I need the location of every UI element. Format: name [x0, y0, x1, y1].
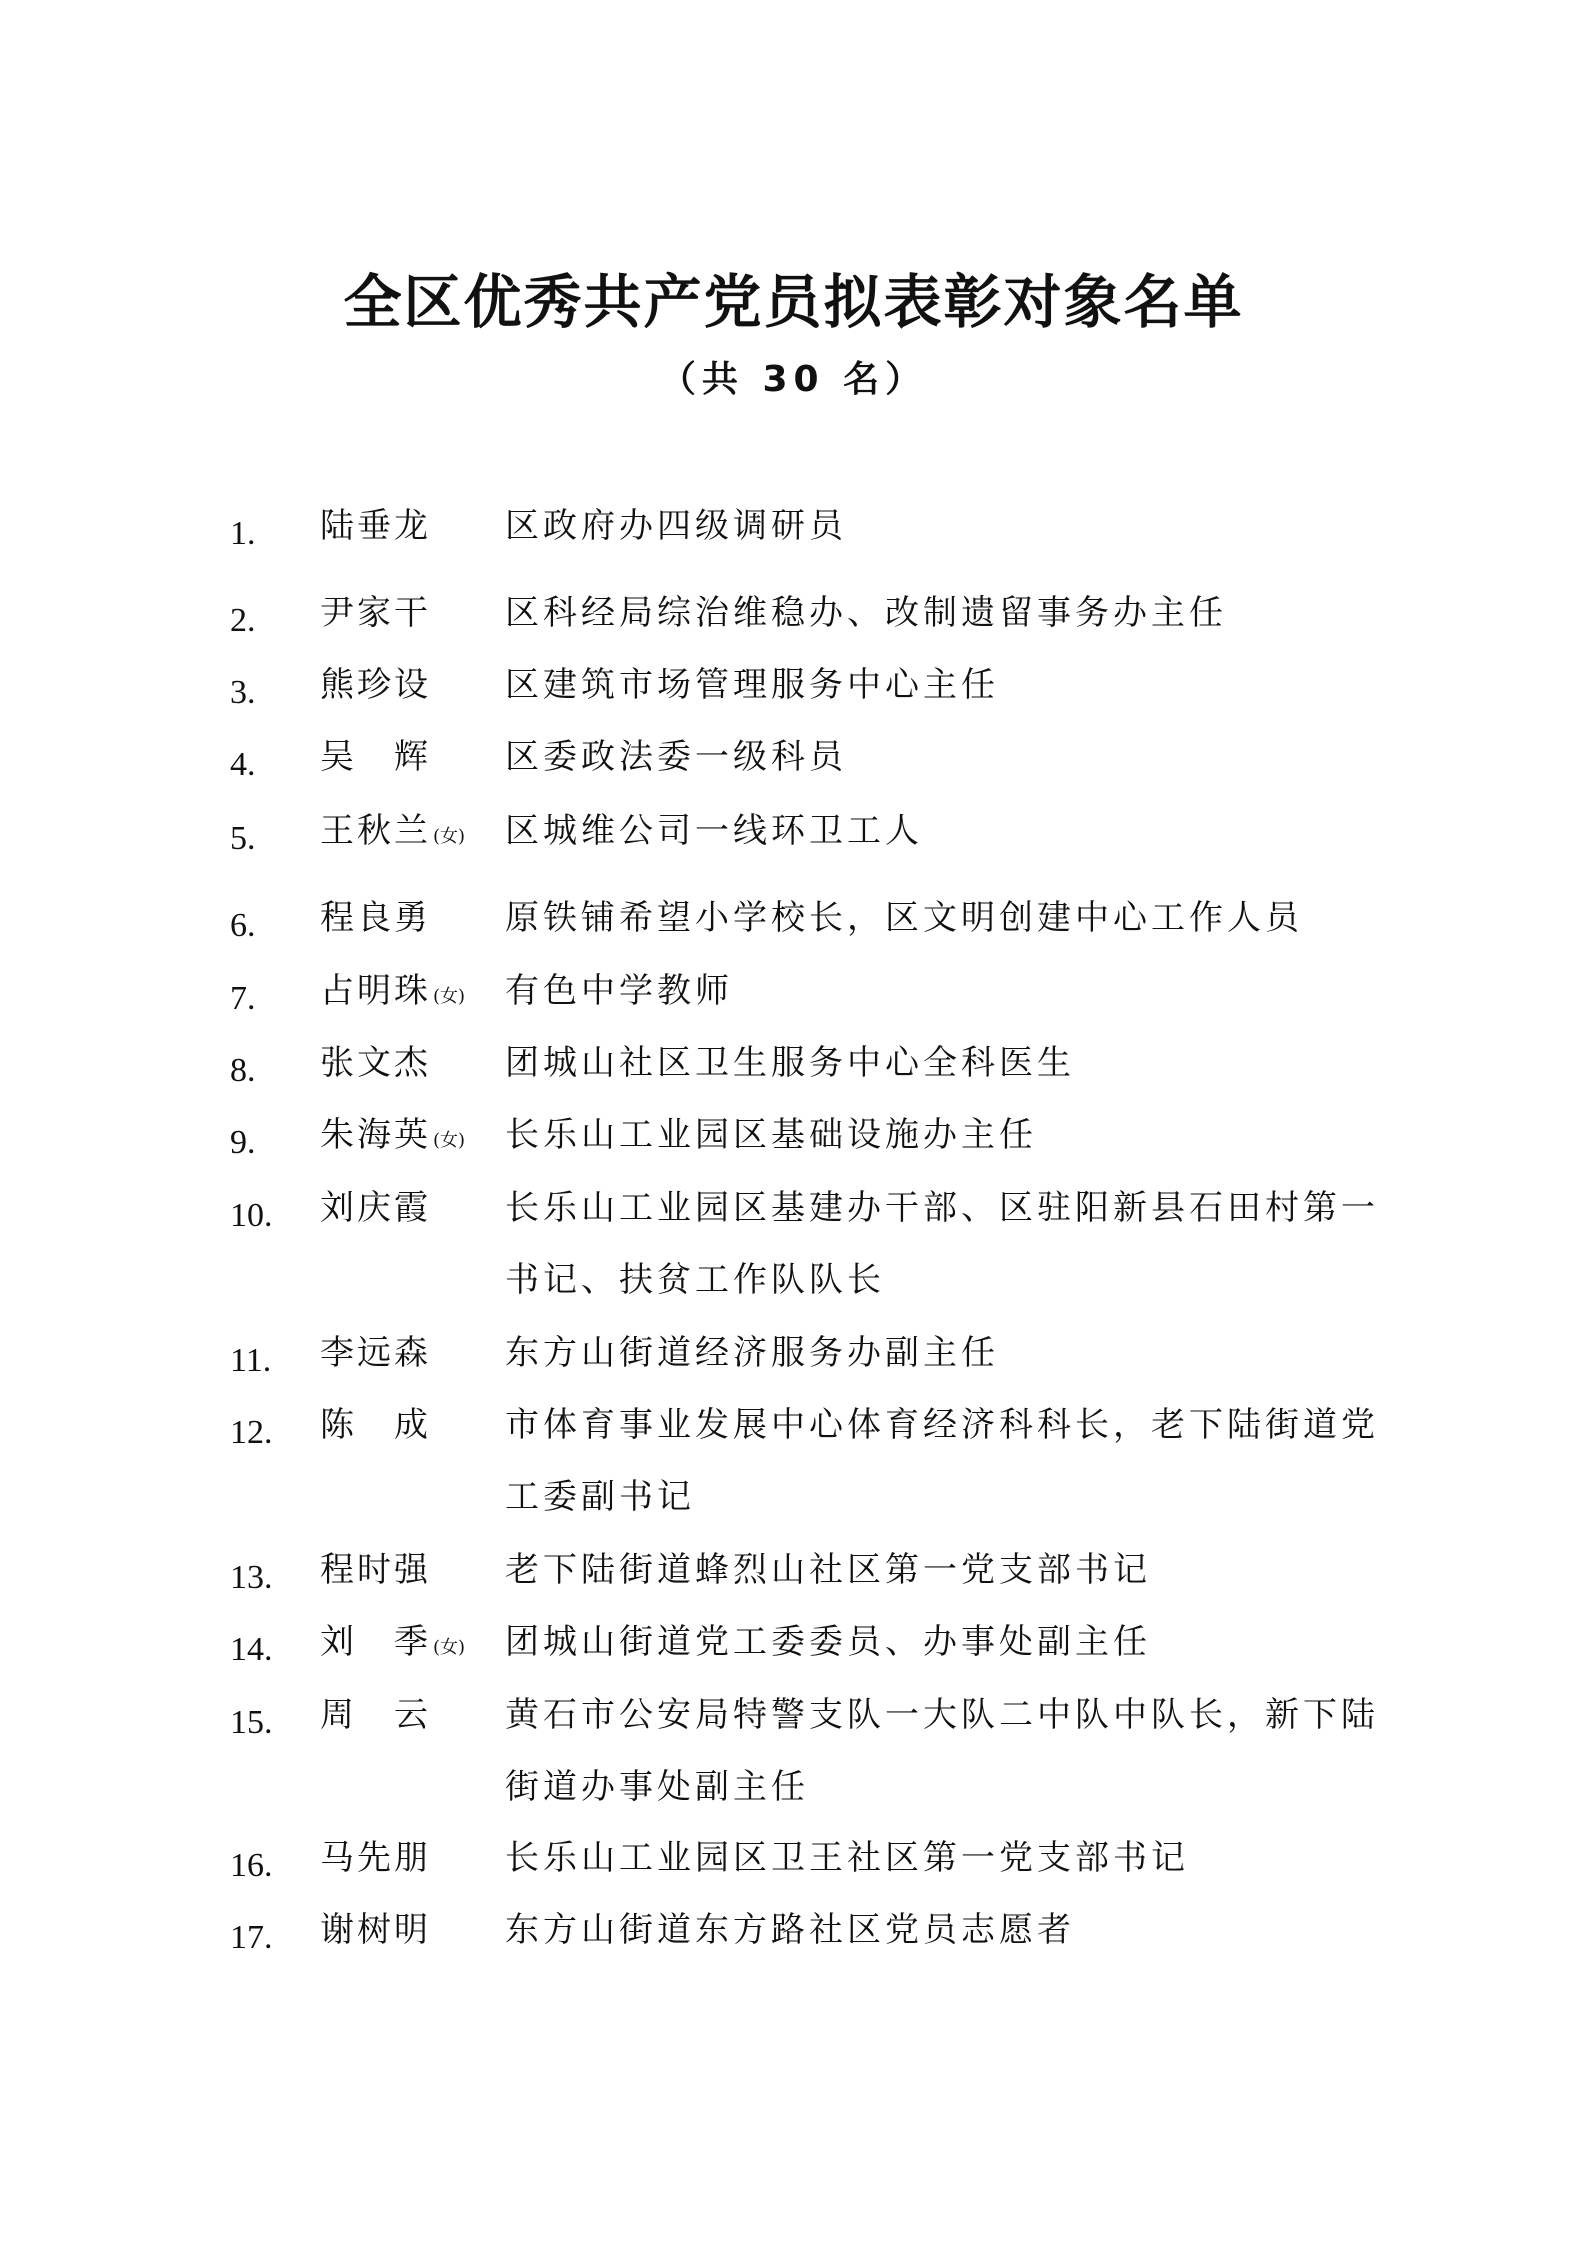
gender-note: (女) [433, 1637, 466, 1658]
item-name: 程良勇 [320, 898, 431, 938]
item-description: 团城山社区卫生服务中心全科医生 [505, 1043, 1075, 1083]
item-description: 老下陆街道蜂烈山社区第一党支部书记 [505, 1550, 1151, 1590]
item-name: 周 云 [320, 1695, 431, 1735]
item-name: 刘 季 (女) [320, 1622, 466, 1662]
item-number: 10. [230, 1197, 273, 1234]
item-description: 区科经局综治维稳办、改制遗留事务办主任 [505, 593, 1227, 633]
item-name: 张文杰 [320, 1043, 431, 1083]
item-description: 区委政法委一级科员 [505, 737, 847, 777]
item-number: 2. [230, 602, 256, 639]
item-number: 12. [230, 1414, 273, 1451]
item-number: 5. [230, 820, 256, 857]
item-number: 4. [230, 746, 256, 783]
item-name: 熊珍设 [320, 665, 431, 705]
item-description: 有色中学教师 [505, 971, 733, 1011]
item-number: 6. [230, 907, 256, 944]
item-name: 陆垂龙 [320, 506, 431, 546]
document-subtitle: （共 30 名） [659, 359, 928, 400]
item-description: 黄石市公安局特警支队一大队二中队中队长，新下陆街道办事处副主任 [505, 1695, 1379, 1807]
item-number: 3. [230, 674, 256, 711]
item-name: 马先朋 [320, 1838, 431, 1878]
item-description: 区政府办四级调研员 [505, 506, 847, 546]
item-description: 原铁铺希望小学校长，区文明创建中心工作人员 [505, 898, 1303, 938]
item-name: 吴 辉 [320, 737, 431, 777]
item-name: 陈 成 [320, 1405, 431, 1445]
item-number: 7. [230, 980, 256, 1017]
item-name: 尹家干 [320, 593, 431, 633]
item-number: 15. [230, 1704, 273, 1741]
item-number: 13. [230, 1559, 273, 1596]
document-title: 全区优秀共产党员拟表彰对象名单 [343, 268, 1244, 336]
item-description: 团城山街道党工委委员、办事处副主任 [505, 1622, 1151, 1662]
gender-note: (女) [433, 986, 466, 1007]
item-description: 区建筑市场管理服务中心主任 [505, 665, 999, 705]
gender-note: (女) [433, 826, 466, 847]
item-name: 刘庆霞 [320, 1188, 431, 1228]
item-name: 朱海英 (女) [320, 1115, 466, 1155]
item-name: 占明珠 (女) [320, 971, 466, 1011]
item-description: 市体育事业发展中心体育经济科科长，老下陆街道党工委副书记 [505, 1405, 1379, 1517]
item-number: 11. [230, 1342, 272, 1379]
gender-note: (女) [433, 1130, 466, 1151]
item-description: 长乐山工业园区卫王社区第一党支部书记 [505, 1838, 1189, 1878]
item-number: 9. [230, 1124, 256, 1161]
item-description: 东方山街道经济服务办副主任 [505, 1333, 999, 1373]
item-description: 区城维公司一线环卫工人 [505, 811, 923, 851]
item-name: 谢树明 [320, 1910, 431, 1950]
item-name: 程时强 [320, 1550, 431, 1590]
item-description: 长乐山工业园区基建办干部、区驻阳新县石田村第一书记、扶贫工作队队长 [505, 1188, 1379, 1300]
item-number: 8. [230, 1052, 256, 1089]
item-number: 16. [230, 1847, 273, 1884]
item-description: 长乐山工业园区基础设施办主任 [505, 1115, 1037, 1155]
item-description: 东方山街道东方路社区党员志愿者 [505, 1910, 1075, 1950]
item-number: 14. [230, 1631, 273, 1668]
item-name: 李远森 [320, 1333, 431, 1373]
item-name: 王秋兰 (女) [320, 811, 466, 851]
item-number: 1. [230, 515, 256, 552]
item-number: 17. [230, 1919, 273, 1956]
